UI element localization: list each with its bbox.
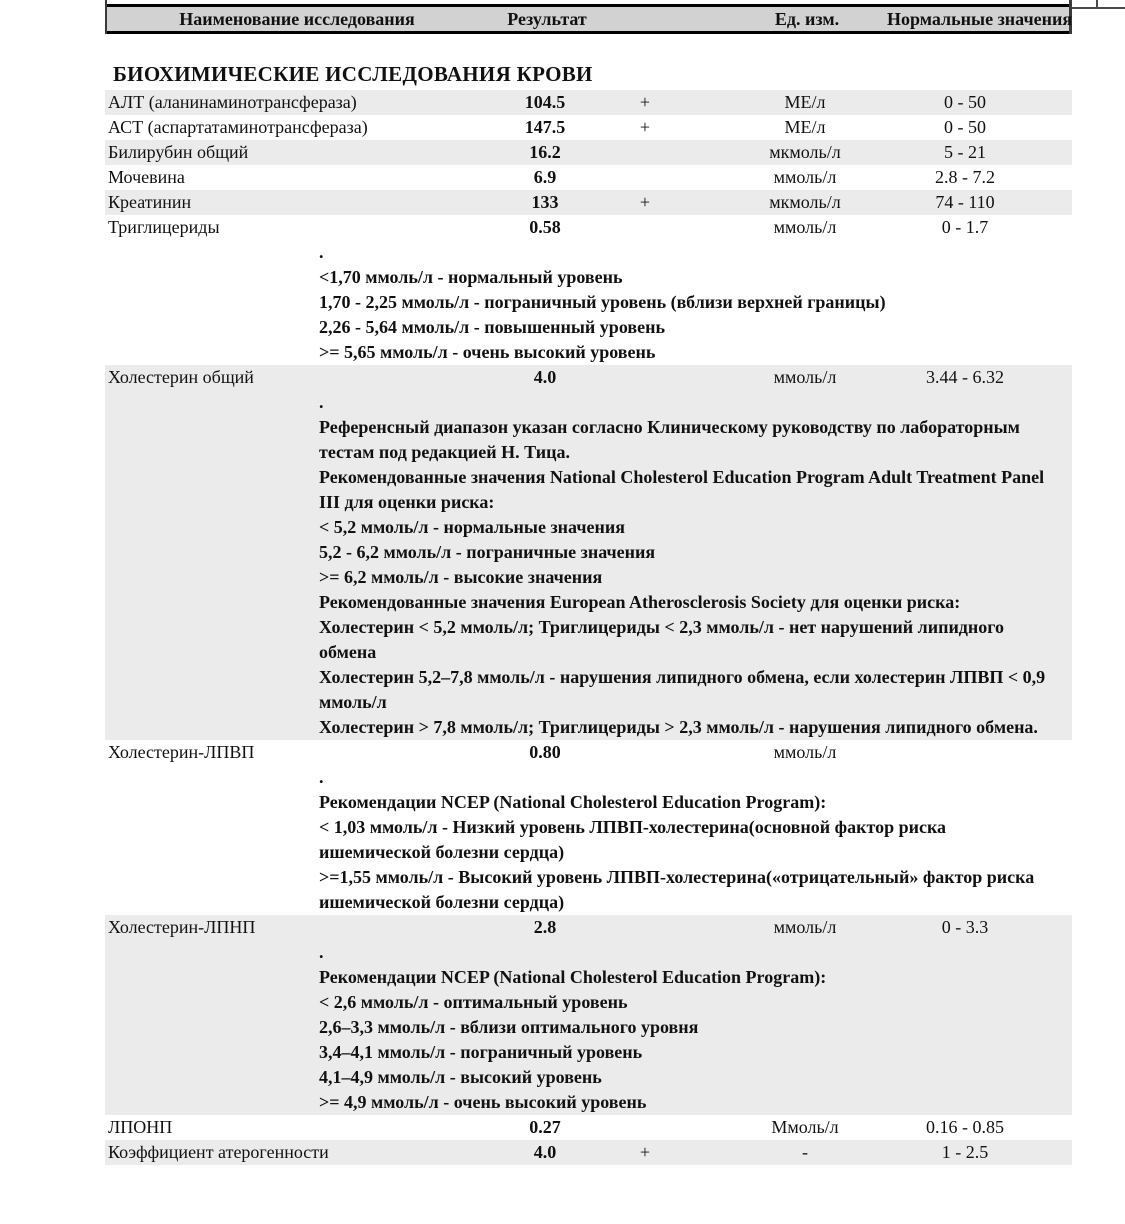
normal-range-cell: 0.16 - 0.85 [926, 1117, 1004, 1137]
comment-block [105, 940, 1072, 1115]
comment-line: 4,1–4,9 ммоль/л - высокий уровень [319, 1067, 602, 1087]
comment-line: Референсный диапазон указан согласно Клиническому руководству по лабораторным тестам под редакцией Н. Тица. [319, 417, 1020, 462]
section-title: БИОХИМИЧЕСКИЕ ИССЛЕДОВАНИЯ КРОВИ [113, 62, 593, 86]
table-row [105, 365, 1072, 390]
comment-line: >=1,55 ммоль/л - Высокий уровень ЛПВП-холестерина(«отрицательный» фактор риска ишемической болезни сердца) [319, 867, 1035, 912]
result-cell: 0.27 [529, 1117, 561, 1137]
test-name-cell: Триглицериды [108, 217, 220, 237]
units-cell: мкмоль/л [769, 142, 841, 162]
table-header [105, 0, 1072, 34]
test-name-cell: Холестерин-ЛПНП [108, 917, 256, 937]
normal-range-cell: 5 - 21 [944, 142, 986, 162]
result-cell: 6.9 [533, 167, 557, 187]
result-cell: 4.0 [533, 367, 557, 387]
test-name-cell: ЛПОНП [108, 1117, 173, 1137]
normal-range-cell: 0 - 3.3 [941, 917, 989, 937]
comment-line: 2,6–3,3 ммоль/л - вблизи оптимального уровня [319, 1017, 699, 1037]
abnormal-flag [600, 1115, 690, 1140]
abnormal-flag [600, 740, 690, 765]
abnormal-flag [600, 215, 690, 240]
comment-line: >= 6,2 ммоль/л - высокие значения [319, 567, 603, 587]
normal-range-cell: 0 - 50 [944, 92, 986, 112]
corner-box-fragment-horizontal [1072, 7, 1125, 9]
comment-line: . [319, 392, 324, 412]
result-cell: 104.5 [524, 92, 566, 112]
comment-line: < 5,2 ммоль/л - нормальные значения [319, 517, 625, 537]
comment-line: 3,4–4,1 ммоль/л - пограничный уровень [319, 1042, 643, 1062]
comment-block [105, 240, 1072, 365]
normal-range-cell: 2.8 - 7.2 [935, 167, 995, 187]
test-name-cell: АЛТ (аланинаминотрансфераза) [108, 92, 357, 112]
corner-box-fragment-vertical [1096, 0, 1098, 9]
result-cell: 0.80 [529, 742, 561, 762]
results-table-body [105, 90, 1072, 1165]
units-cell: ммоль/л [773, 367, 837, 387]
normal-range-cell [885, 740, 1045, 765]
abnormal-flag: + [639, 92, 651, 112]
table-row [105, 190, 1072, 215]
comment-line: Рекомендации NCEP (National Cholesterol Education Program): [319, 792, 827, 812]
abnormal-flag: + [639, 1142, 651, 1162]
column-header-normal-values: Нормальные значения [887, 9, 1073, 29]
table-row [105, 140, 1072, 165]
units-cell: ммоль/л [773, 167, 837, 187]
comment-line: Холестерин 5,2–7,8 ммоль/л - нарушения липидного обмена, если холестерин ЛПВП < 0,9 ммоль/л [319, 667, 1046, 712]
comment-line: Рекомендованные значения National Cholesterol Education Program Adult Treatment Panel III для оценки риска: [319, 467, 1045, 512]
comment-line: . [319, 767, 324, 787]
comment-line: < 1,03 ммоль/л - Низкий уровень ЛПВП-холестерина(основной фактор риска ишемической болезни сердца) [319, 817, 947, 862]
table-row [105, 90, 1072, 115]
units-cell: мкмоль/л [769, 192, 841, 212]
column-header-result: Результат [507, 9, 587, 29]
table-row [105, 115, 1072, 140]
test-name-cell: Билирубин общий [108, 142, 249, 162]
result-cell: 4.0 [533, 1142, 557, 1162]
normal-range-cell: 3.44 - 6.32 [926, 367, 1004, 387]
test-name-cell: Коэффициент атерогенности [108, 1142, 329, 1162]
units-cell: - [802, 1142, 808, 1162]
units-cell: ммоль/л [773, 917, 837, 937]
test-name-cell: Холестерин-ЛПВП [108, 742, 255, 762]
abnormal-flag: + [639, 117, 651, 137]
normal-range-cell: 74 - 110 [935, 192, 995, 212]
table-row [105, 915, 1072, 940]
comment-line: >= 4,9 ммоль/л - очень высокий уровень [319, 1092, 647, 1112]
comment-line: . [319, 942, 324, 962]
units-cell: ммоль/л [773, 742, 837, 762]
abnormal-flag [600, 915, 690, 940]
test-name-cell: АСТ (аспартатаминотрансфераза) [108, 117, 368, 137]
normal-range-cell: 1 - 2.5 [941, 1142, 989, 1162]
normal-range-cell: 0 - 50 [944, 117, 986, 137]
comment-line: >= 5,65 ммоль/л - очень высокий уровень [319, 342, 656, 362]
test-name-cell: Креатинин [108, 192, 192, 212]
comment-line: 5,2 - 6,2 ммоль/л - пограничные значения [319, 542, 656, 562]
units-cell: МЕ/л [784, 117, 826, 137]
column-header-units: Ед. изм. [774, 9, 840, 29]
result-cell: 2.8 [533, 917, 557, 937]
comment-block [105, 765, 1072, 915]
column-header-test-name: Наименование исследования [179, 9, 415, 29]
abnormal-flag [600, 365, 690, 390]
results-table [105, 0, 1072, 1165]
test-name-cell: Мочевина [108, 167, 185, 187]
result-cell: 0.58 [529, 217, 561, 237]
comment-line: . [319, 242, 324, 262]
table-row [105, 1140, 1072, 1165]
normal-range-cell: 0 - 1.7 [941, 217, 989, 237]
comment-block [105, 390, 1072, 740]
table-row [105, 740, 1072, 765]
comment-line: 2,26 - 5,64 ммоль/л - повышенный уровень [319, 317, 665, 337]
result-cell: 133 [531, 192, 559, 212]
comment-line: Холестерин > 7,8 ммоль/л; Триглицериды > 2,3 ммоль/л - нарушения липидного обмена. [319, 717, 1038, 737]
test-name-cell: Холестерин общий [108, 367, 254, 387]
units-cell: Ммоль/л [771, 1117, 839, 1137]
result-cell: 16.2 [529, 142, 561, 162]
table-row [105, 1115, 1072, 1140]
abnormal-flag [600, 140, 690, 165]
comment-line: Рекомендации NCEP (National Cholesterol Education Program): [319, 967, 827, 987]
abnormal-flag [600, 165, 690, 190]
units-cell: ммоль/л [773, 217, 837, 237]
comment-line: <1,70 ммоль/л - нормальный уровень [319, 267, 623, 287]
comment-line: < 2,6 ммоль/л - оптимальный уровень [319, 992, 628, 1012]
comment-line: 1,70 - 2,25 ммоль/л - пограничный уровень (вблизи верхней границы) [319, 292, 886, 312]
comment-line: Рекомендованные значения European Atherosclerosis Society для оценки риска: [319, 592, 961, 612]
table-row [105, 165, 1072, 190]
comment-line: Холестерин < 5,2 ммоль/л; Триглицериды < 2,3 ммоль/л - нет нарушений липидного обмена [319, 617, 1005, 662]
units-cell: МЕ/л [784, 92, 826, 112]
table-row [105, 215, 1072, 240]
result-cell: 147.5 [524, 117, 566, 137]
table-header-bottom-border [107, 31, 1069, 34]
abnormal-flag: + [639, 192, 651, 212]
